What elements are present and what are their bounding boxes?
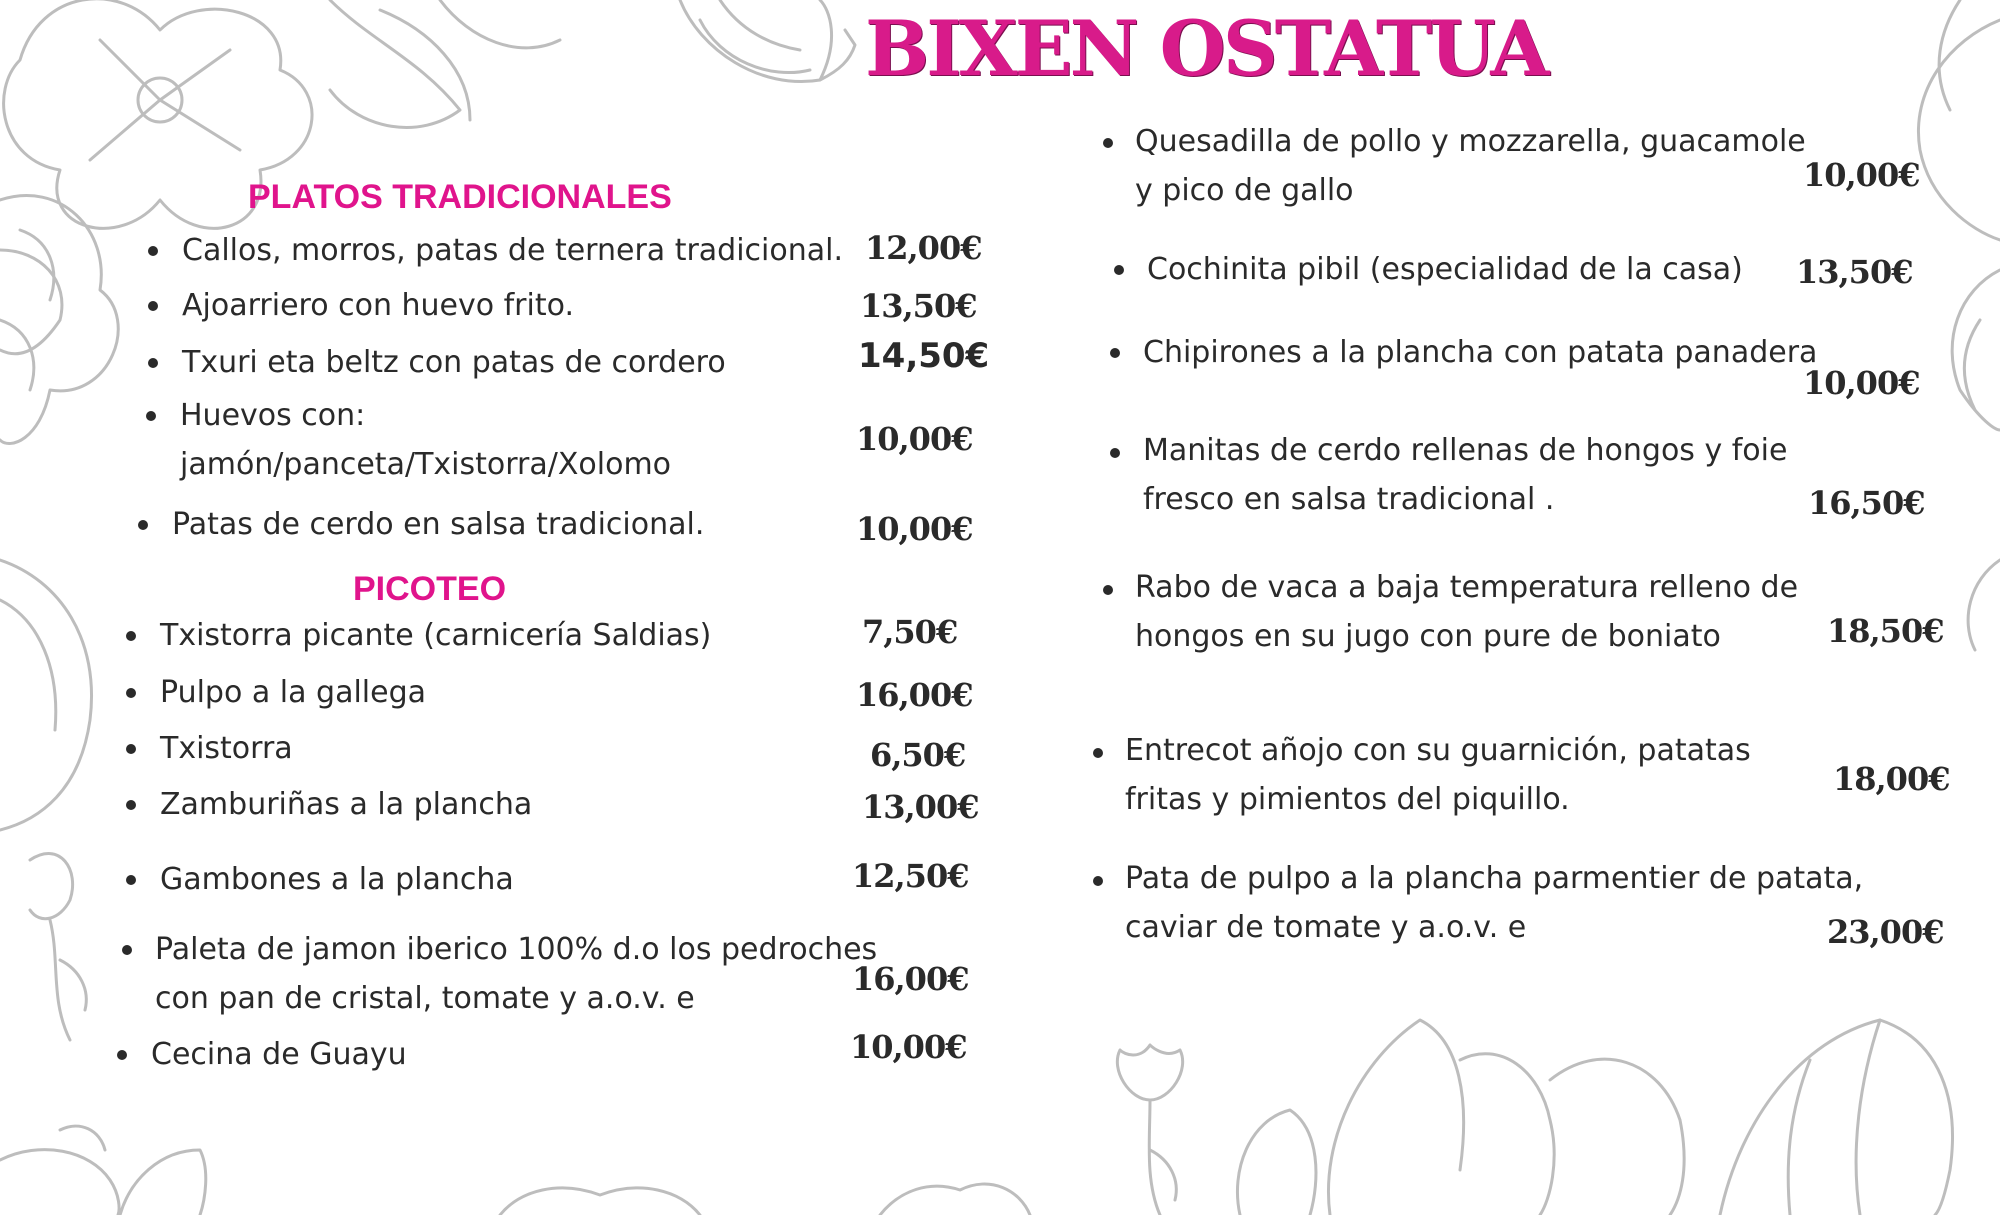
flower-bottom-left-icon [0,1126,206,1215]
menu-item-name-line1: Quesadilla de pollo y mozzarella, guacamole [1135,124,1806,159]
menu-item-name: Cecina de Guayu [151,1037,407,1072]
menu-item-name-line2: caviar de tomate y a.o.v. e [1125,910,1527,945]
bullet-icon [148,301,158,311]
menu-item-price: 10,00€ [856,420,973,458]
bullet-icon [126,631,136,641]
menu-item-price: 16,00€ [852,960,969,998]
menu-item-price: 12,00€ [865,229,982,267]
bullet-icon [138,520,148,530]
menu-item-price: 7,50€ [862,613,958,651]
menu-item-price: 13,50€ [860,287,977,325]
bullet-icon [1093,748,1103,758]
restaurant-title: BIXEN OSTATUA [865,4,1547,93]
menu-item-price: 13,00€ [862,788,979,826]
bud-top-icon [680,0,855,82]
menu-item-price: 10,00€ [1803,364,1920,402]
menu-item-name: Zamburiñas a la plancha [160,787,533,822]
bullet-icon [126,800,136,810]
menu-item-name-line1: Paleta de jamon iberico 100% d.o los pedroches [155,932,878,967]
menu-item-price: 10,00€ [856,510,973,548]
menu-item-name: Chipirones a la plancha con patata panadera [1143,335,1818,370]
menu-item-price: 16,00€ [856,676,973,714]
petals-left-icon [0,560,92,1040]
bullet-icon [117,1050,127,1060]
menu-item-name-line1: Manitas de cerdo rellenas de hongos y foie [1143,433,1788,468]
menu-item-name-line2: jamón/panceta/Txistorra/Xolomo [180,447,672,482]
menu-item-name-line2: fresco en salsa tradicional . [1143,482,1555,517]
menu-item-price: 14,50€ [858,336,990,376]
menu-item-price: 16,50€ [1808,484,1925,522]
bullet-icon [126,744,136,754]
bullet-icon [122,945,132,955]
menu-item-name-line1: Huevos con: [180,398,366,433]
menu-item-name-line2: fritas y pimientos del piquillo. [1125,782,1570,817]
menu-item-name: Callos, morros, patas de ternera tradicional. [182,233,844,268]
menu-item-name: Txistorra [160,731,293,766]
menu-item-name: Patas de cerdo en salsa tradicional. [172,507,705,542]
menu-item-price: 18,00€ [1833,760,1950,798]
bullet-icon [146,411,156,421]
menu-item-name: Txuri eta beltz con patas de cordero [182,345,726,380]
menu-item-name-line1: Rabo de vaca a baja temperatura relleno de [1135,570,1799,605]
bullet-icon [1110,448,1120,458]
flower-bottom-right-icon [1237,1020,1952,1215]
menu-item-name-line1: Entrecot añojo con su guarnición, patatas [1125,733,1751,768]
menu-item-price: 23,00€ [1827,913,1944,951]
bullet-icon [148,358,158,368]
flower-left-icon [0,196,118,444]
tulip-bottom-icon [500,1045,1183,1215]
menu-item-price: 18,50€ [1827,612,1944,650]
menu-item-name: Txistorra picante (carnicería Saldias) [160,618,712,653]
menu-item-name-line2: hongos en su jugo con pure de boniato [1135,619,1721,654]
menu-item-price: 13,50€ [1796,253,1913,291]
bullet-icon [148,246,158,256]
bullet-icon [1114,265,1124,275]
bullet-icon [126,688,136,698]
menu-item-name-line2: y pico de gallo [1135,173,1354,208]
bullet-icon [1093,876,1103,886]
menu-item-name: Pulpo a la gallega [160,675,427,710]
bullet-icon [1110,348,1120,358]
menu-item-price: 10,00€ [850,1028,967,1066]
section-heading-picoteo: PICOTEO [353,570,507,608]
menu-item-name-line1: Pata de pulpo a la plancha parmentier de patata, [1125,861,1864,896]
petals-right-icon [1918,0,2000,650]
menu-item-price: 6,50€ [870,736,966,774]
bullet-icon [1103,585,1113,595]
menu-item-price: 12,50€ [852,857,969,895]
menu-item-name: Gambones a la plancha [160,862,514,897]
section-heading-tradicionales: PLATOS TRADICIONALES [248,178,672,216]
menu-item-name: Ajoarriero con huevo frito. [182,288,574,323]
bullet-icon [126,875,136,885]
menu-item-price: 10,00€ [1803,156,1920,194]
bullet-icon [1103,138,1113,148]
menu-item-name-line2: con pan de cristal, tomate y a.o.v. e [155,981,695,1016]
menu-item-name: Cochinita pibil (especialidad de la casa) [1147,252,1743,287]
